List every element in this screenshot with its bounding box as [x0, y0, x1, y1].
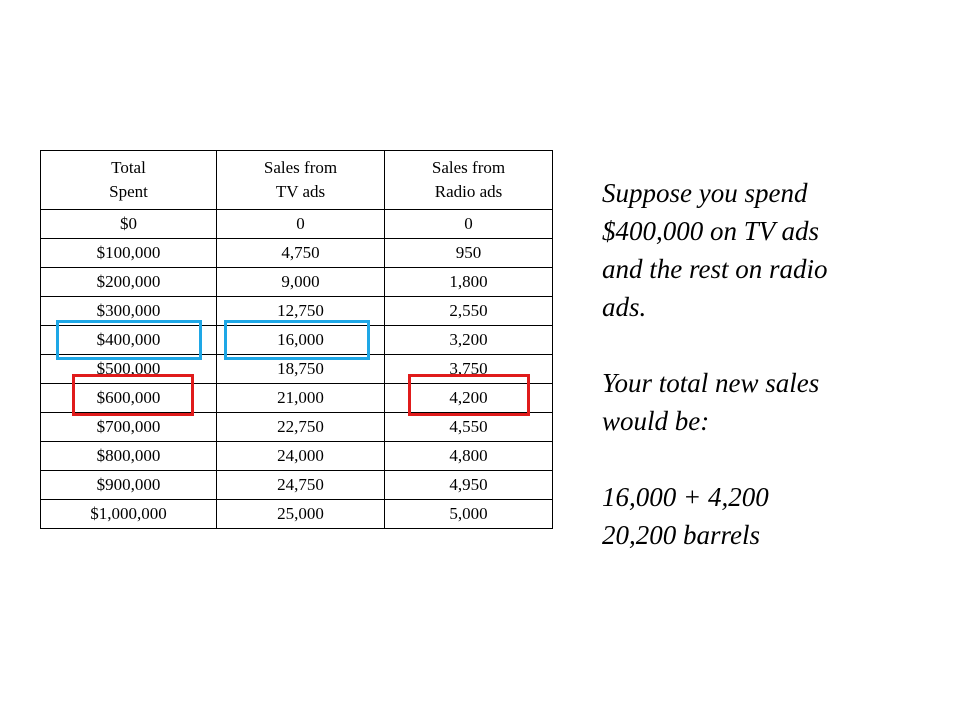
sales-table	[40, 150, 553, 529]
total-spent-cell: $900,000	[41, 471, 217, 500]
header-radio-sales: Sales from Radio ads	[385, 151, 553, 210]
total-spent-cell: $700,000	[41, 413, 217, 442]
total-spent-cell: $200,000	[41, 268, 217, 297]
total-spent-cell: $1,000,000	[41, 500, 217, 529]
total-sales-prompt: Your total new sales would be:	[602, 368, 820, 436]
tv-sales-cell: 18,750	[217, 355, 385, 384]
total-spent-cell: $300,000	[41, 297, 217, 326]
table-row	[41, 297, 553, 326]
tv-sales-cell: 0	[217, 210, 385, 239]
table-row	[41, 355, 553, 384]
table-body	[41, 210, 553, 529]
table-row	[41, 413, 553, 442]
calculation-result: 16,000 + 4,200 20,200 barrels	[602, 482, 769, 550]
header-tv-sales: Sales from TV ads	[217, 151, 385, 210]
explanation-text	[602, 174, 942, 554]
radio-sales-cell: 5,000	[385, 500, 553, 529]
radio-sales-cell: 4,950	[385, 471, 553, 500]
radio-sales-cell: 950	[385, 239, 553, 268]
header-row	[41, 151, 553, 210]
radio-sales-cell: 3,750	[385, 355, 553, 384]
total-spent-cell: $500,000	[41, 355, 217, 384]
tv-sales-cell: 9,000	[217, 268, 385, 297]
total-spent-cell: $0	[41, 210, 217, 239]
radio-sales-cell: 0	[385, 210, 553, 239]
table-row	[41, 384, 553, 413]
table-header	[41, 151, 553, 210]
tv-sales-cell: 16,000	[217, 326, 385, 355]
table-row	[41, 239, 553, 268]
scenario-paragraph: Suppose you spend $400,000 on TV ads and the rest on radio ads.	[602, 178, 828, 322]
table-row	[41, 442, 553, 471]
table-row	[41, 326, 553, 355]
tv-sales-cell: 21,000	[217, 384, 385, 413]
radio-sales-cell: 4,550	[385, 413, 553, 442]
radio-sales-cell: 3,200	[385, 326, 553, 355]
tv-sales-cell: 24,000	[217, 442, 385, 471]
tv-sales-cell: 12,750	[217, 297, 385, 326]
table-row	[41, 471, 553, 500]
paragraph-spacer	[602, 440, 942, 478]
table-row	[41, 500, 553, 529]
total-spent-cell: $800,000	[41, 442, 217, 471]
total-spent-cell: $400,000	[41, 326, 217, 355]
header-total-spent: Total Spent	[41, 151, 217, 210]
total-spent-cell: $600,000	[41, 384, 217, 413]
radio-sales-cell: 4,200	[385, 384, 553, 413]
radio-sales-cell: 1,800	[385, 268, 553, 297]
total-spent-cell: $100,000	[41, 239, 217, 268]
table-row	[41, 268, 553, 297]
tv-sales-cell: 22,750	[217, 413, 385, 442]
tv-sales-cell: 24,750	[217, 471, 385, 500]
table-row	[41, 210, 553, 239]
tv-sales-cell: 4,750	[217, 239, 385, 268]
radio-sales-cell: 4,800	[385, 442, 553, 471]
radio-sales-cell: 2,550	[385, 297, 553, 326]
tv-sales-cell: 25,000	[217, 500, 385, 529]
paragraph-spacer	[602, 326, 942, 364]
